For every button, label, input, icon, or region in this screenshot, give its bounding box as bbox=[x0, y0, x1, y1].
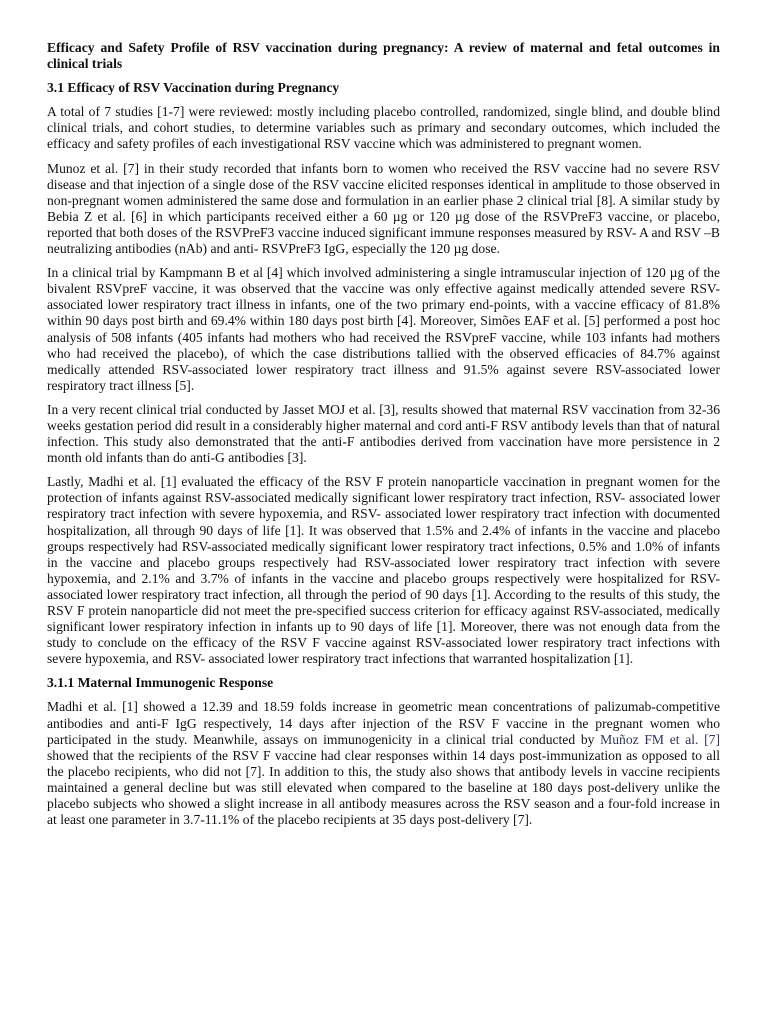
paragraph: In a clinical trial by Kampmann B et al [4] which involved administering a single intramuscular injection of 120 µg of the bivalent RSVpreF vaccine, it was observed that the vaccine was only effective against medically attended severe RSV- associated lower respiratory tract illness in infants, one of the two primary end-points, with a vaccine efficacy of 81.8% within 90 days post birth and 69.4% within 180 days post birth [4]. Moreover, Simões EAF et al. [5] performed a post hoc analysis of 508 infants (405 infants had mothers who had received the RSVpreF vaccine, while 103 infants had mothers who had received the placebo), of which the case distributions tallied with the observed efficacies of 84.7% against medically attended RSV-associated lower respiratory tract illness and 91.5% against severe RSV-associated lower respiratory tract illness [5]. bbox=[47, 265, 720, 393]
subsection-heading: 3.1.1 Maternal Immunogenic Response bbox=[47, 675, 274, 691]
document-title: Efficacy and Safety Profile of RSV vaccination during pregnancy: A review of maternal and fetal outcomes in clinical trials bbox=[47, 40, 720, 72]
paragraph: A total of 7 studies [1-7] were reviewed: mostly including placebo controlled, randomized, single blind, and double blind clinical trials, and cohort studies, to determine variables such as primary and secondary outcomes, which included the efficacy and safety profiles of each investigational RSV vaccine which was administered to pregnant women. bbox=[47, 104, 720, 152]
paragraph: Lastly, Madhi et al. [1] evaluated the efficacy of the RSV F protein nanoparticle vaccination in pregnant women for the protection of infants against RSV-associated medically significant lower respiratory tract infection, RSV- associated lower respiratory tract infection with severe hypoxemia, and RSV- associated lower respiratory tract infection with documented hospitalization, all through 90 days of life [1]. It was observed that 1.5% and 2.4% of infants in the vaccine and placebo groups respectively had RSV-associated medically significant lower respiratory tract infections, 0.5% and 1.0% of infants in the vaccine and placebo groups respectively had RSV-associated lower respiratory tract infection with severe hypoxemia, and 2.1% and 3.7% of infants in the vaccine and placebo groups respectively were hospitalized for RSV-associated lower respiratory tract infection, all through the period of 90 days [1]. According to the results of this study, the RSV F protein nanoparticle did not meet the pre-specified success criterion for efficacy against RSV-associated, medically significant lower respiratory infection in infants up to 90 days of life [1]. Moreover, there was not enough data from the study to conclude on the efficacy of the RSV F vaccine against RSV-associated lower respiratory tract infections with severe hypoxemia, and RSV- associated lower respiratory tract infections that warranted hospitalization [1]. bbox=[47, 474, 720, 667]
section-heading: 3.1 Efficacy of RSV Vaccination during Pregnancy bbox=[47, 80, 340, 96]
paragraph-text: showed that the recipients of the RSV F vaccine had clear responses within 14 days post-immunization as opposed to all the placebo recipients, who did not [7]. In addition to this, the study also shows that antibody levels in vaccine recipients maintained a general decline but was still elevated when compared to the baseline at 180 days post-delivery unlike the placebo subjects who showed a slight increase in all antibody measures across the RSV season and a four-fold increase in at least one parameter in 3.7-11.1% of the placebo recipients at 35 days post-delivery [7]. bbox=[47, 747, 720, 828]
paragraph bbox=[47, 699, 720, 828]
paragraph: Munoz et al. [7] in their study recorded that infants born to women who received the RSV vaccine had no severe RSV disease and that injection of a single dose of the RSV vaccine elicited responses identical in amplitude to those observed in non-pregnant women administered the same dose and formulation in an earlier phase 2 clinical trial [8]. A similar study by Bebia Z et al. [6] in which participants received either a 60 µg or 120 µg dose of the RSVPreF3 vaccine, or placebo, reported that both doses of the RSVPreF3 vaccine induced significant immune responses measured by RSV- A and RSV –B neutralizing antibodies (nAb) and anti- RSVPreF3 IgG, especially the 120 µg dose. bbox=[47, 160, 720, 257]
paragraph: In a very recent clinical trial conducted by Jasset MOJ et al. [3], results showed that maternal RSV vaccination from 32-36 weeks gestation period did result in a considerably higher maternal and cord anti-F RSV antibody levels than that of natural infection. This study also demonstrated that the anti-F antibodies derived from vaccination have more persistence in 2 month old infants than do anti-G antibodies [3]. bbox=[47, 401, 720, 466]
reference-link[interactable]: Muñoz FM et al. [7] bbox=[600, 731, 720, 747]
paragraph-text: Madhi et al. [1] showed a 12.39 and 18.59 folds increase in geometric mean concentrations of palizumab-competitive antibodies and anti-F IgG respectively, 14 days after injection of the RSV F vaccine in the pregnant women who participated in the study. Meanwhile, assays on immunogenicity in a clinical trial conducted by bbox=[47, 699, 720, 747]
document-page bbox=[47, 40, 720, 836]
